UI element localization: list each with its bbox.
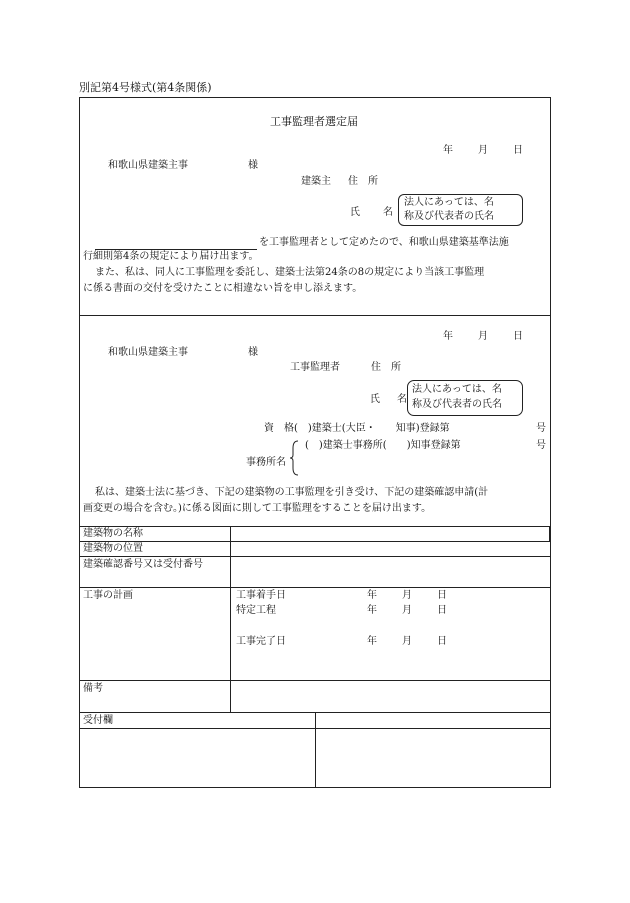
name-label-1: 氏: [370, 394, 380, 405]
day-label: 日: [437, 636, 447, 647]
qualification-line: 資 格( )建築士(大臣・ 知事)登録第: [264, 423, 450, 434]
row-rule: [79, 541, 551, 542]
month-label: 月: [402, 605, 412, 616]
year-label: 年: [367, 605, 377, 616]
name-label-2: 名: [397, 394, 407, 405]
reception-box-left[interactable]: [81, 730, 313, 786]
addressee: 和歌山県建築主事: [108, 160, 188, 171]
office-name-label: 事務所名: [246, 457, 286, 468]
year-label: 年: [367, 590, 377, 601]
reception-label: 受付欄: [83, 715, 113, 726]
start-date-label: 工事着手日: [236, 590, 286, 601]
corp-note-line2: 称及び代表者の氏名: [412, 399, 502, 410]
confirmation-number-label: 建築確認番号又は受付番号: [83, 559, 203, 570]
addressee: 和歌山県建築主事: [108, 347, 188, 358]
row-rule: [79, 680, 551, 681]
owner-label: 建築主: [301, 176, 331, 187]
building-location-label: 建築物の位置: [83, 543, 143, 554]
owner-address-field[interactable]: [400, 188, 530, 189]
cell-edge-rule: [549, 526, 551, 542]
address-label: 住 所: [348, 176, 378, 187]
completion-date-label: 工事完了日: [236, 636, 286, 647]
reception-box-right[interactable]: [317, 714, 549, 786]
address-label: 住 所: [371, 362, 401, 373]
month-label: 月: [478, 331, 488, 342]
building-name-field[interactable]: [232, 528, 548, 540]
year-label: 年: [443, 331, 453, 342]
day-label: 日: [437, 605, 447, 616]
body1-line3: また、私は、同人に工事監理を委託し、建築士法第24条の8の規定により当該工事監理: [95, 267, 485, 278]
office-brace-icon: [289, 440, 299, 476]
supervisor-label: 工事監理者: [290, 362, 340, 373]
day-label: 日: [513, 145, 523, 156]
name-label-2: 名: [383, 207, 393, 218]
section-divider: [79, 315, 551, 316]
corp-note-line1: 法人にあっては、名: [412, 384, 502, 395]
reception-column-rule: [315, 712, 316, 788]
month-label: 月: [402, 636, 412, 647]
honorific: 様: [248, 347, 258, 358]
body1-line2: 行細則第4条の規定により届け出ます。: [83, 251, 259, 262]
day-label: 日: [437, 590, 447, 601]
office-registration-line: ( )建築士事務所( )知事登録第: [305, 440, 461, 451]
form-label: 別記第4号様式(第4条関係): [79, 81, 212, 94]
table-top-rule: [79, 526, 551, 527]
construction-plan-label: 工事の計画: [83, 590, 133, 601]
month-label: 月: [478, 145, 488, 156]
body2-line1: 私は、建築士法に基づき、下記の建築物の工事監理を引き受け、下記の建築確認申請(計: [95, 487, 489, 498]
specific-process-label: 特定工程: [236, 605, 276, 616]
name-label-1: 氏: [350, 207, 360, 218]
year-label: 年: [367, 636, 377, 647]
confirmation-number-field[interactable]: [232, 558, 548, 586]
honorific: 様: [248, 160, 258, 171]
supervisor-name-field[interactable]: [95, 249, 257, 250]
qualification-suffix: 号: [536, 423, 546, 434]
remarks-field[interactable]: [232, 682, 548, 710]
form-title: 工事監理者選定届: [270, 115, 358, 128]
building-name-label: 建築物の名称: [83, 528, 143, 539]
corp-note-line2: 称及び代表者の氏名: [404, 211, 494, 222]
row-rule: [79, 587, 551, 588]
remarks-label: 備考: [83, 683, 103, 694]
body1-line4: に係る書面の交付を受けたことに相違ない旨を申し添えます。: [83, 283, 363, 294]
month-label: 月: [402, 590, 412, 601]
building-location-field[interactable]: [232, 543, 548, 555]
corp-note-line1: 法人にあっては、名: [404, 197, 494, 208]
row-rule: [79, 556, 551, 557]
label-column-rule: [230, 526, 231, 712]
office-registration-suffix: 号: [536, 440, 546, 451]
body2-line2: 画変更の場合を含む。)に係る図面に則して工事監理をすることを届け出ます。: [83, 503, 432, 514]
year-label: 年: [443, 145, 453, 156]
body1-line1: を工事監理者として定めたので、和歌山県建築基準法施: [259, 237, 509, 248]
day-label: 日: [513, 331, 523, 342]
